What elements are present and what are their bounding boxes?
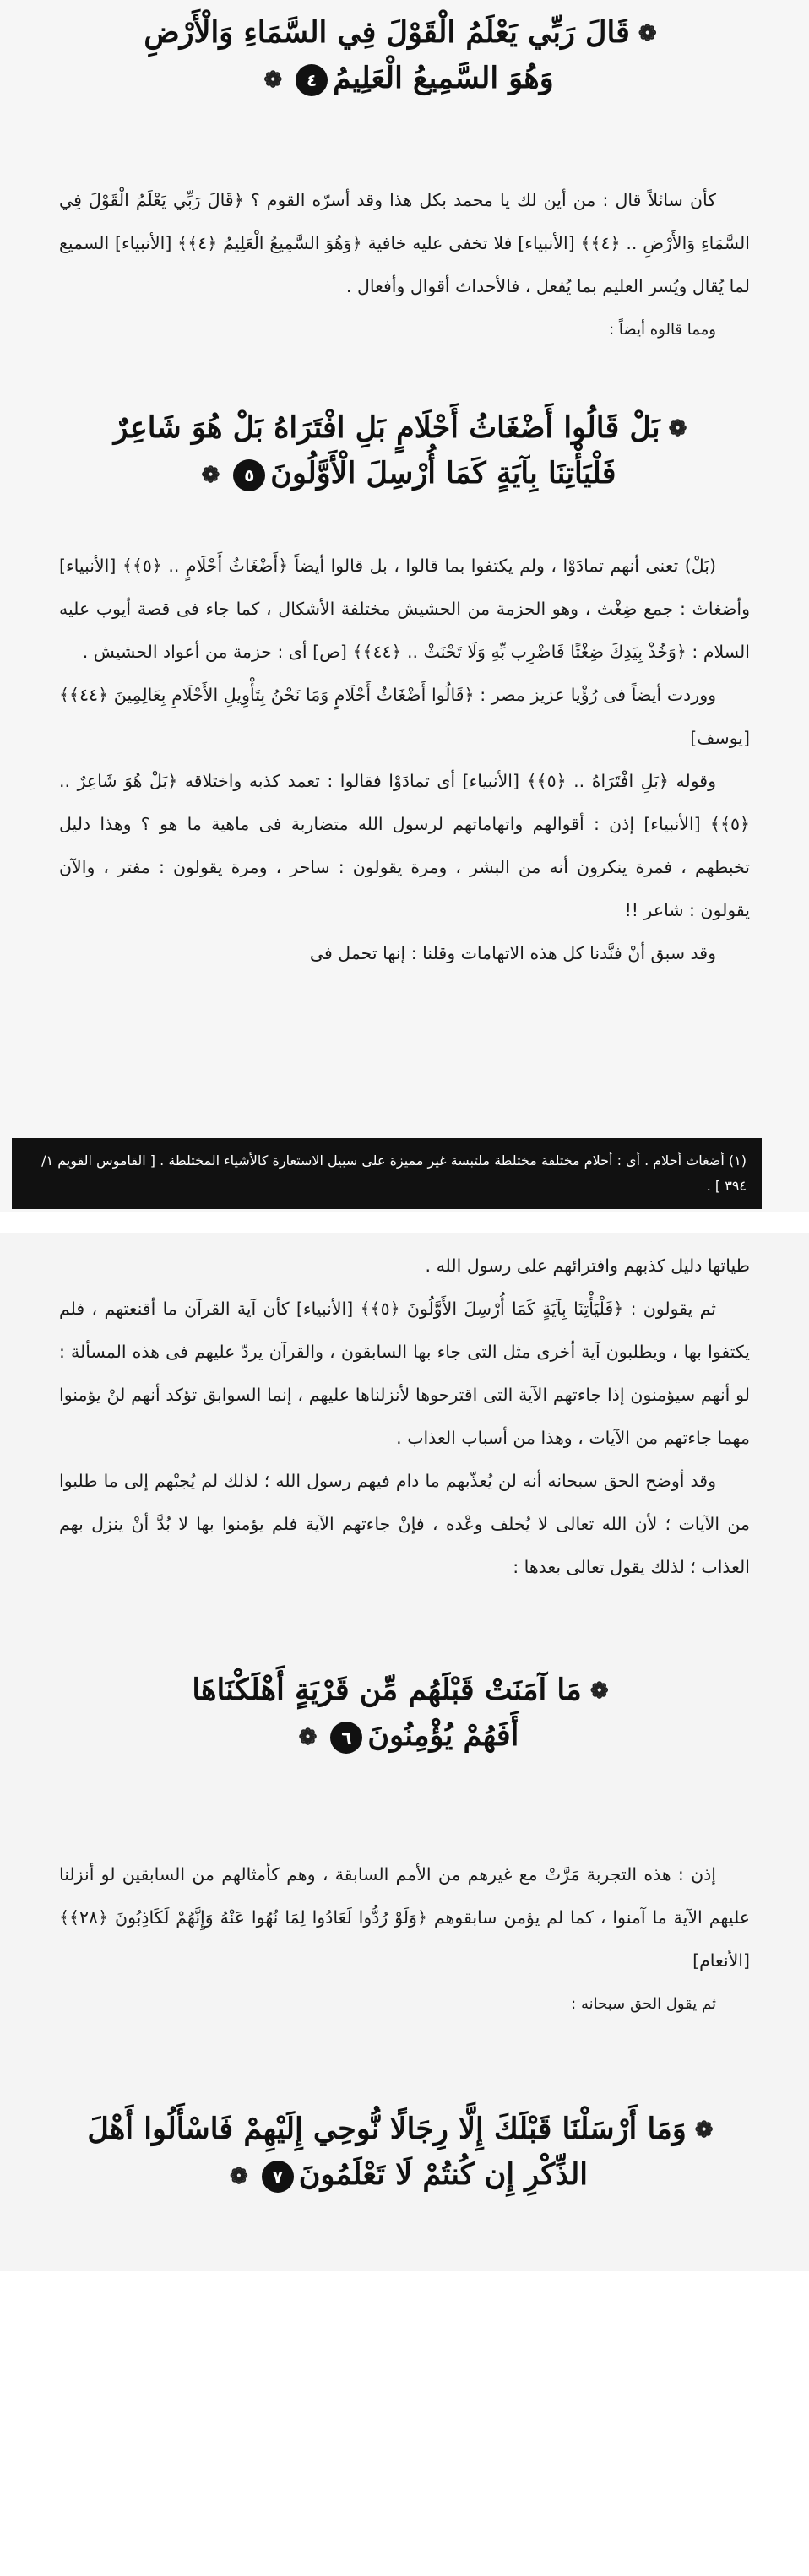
verse-line-2: فَلْيَأْتِنَا بِآيَةٍ كَمَا أُرْسِلَ الْأَوَّلُونَ <box>270 456 616 491</box>
paragraph: ومما قالوه أيضاً : <box>609 321 716 339</box>
ornament-icon: ❁ <box>230 2163 248 2189</box>
verse-number-badge: ٥ <box>233 459 265 491</box>
paragraph: ثم يقولون : ﴿فَلْيَأْتِنَا بِآيَةٍ كَمَا أُرْسِلَ الأَوَّلُونَ ﴿٥﴾﴾ [الأنبياء] كأن آية القرآن ما أقنعتهم ، فلم يكتفوا بها ، ويطلبون آية أخرى مثل التى جاء بها السابقون ، والقرآن يردّ عليهم فى هذه المسألة : لو أنهم سيؤمنون إذا جاءتهم الآية التى اقترحوها لأنزلناها عليهم ، إنما السوابق تؤكد أنهم لنْ يؤمنوا مهما جاءتهم من الآيات ، وهذا من أسباب العذاب . <box>59 1299 750 1448</box>
paragraph: (بَلْ) تعنى أنهم تمادَوْا ، ولم يكتفوا بما قالوا ، بل قالوا أيضاً ﴿أَضْغَاثُ أَحْلَامٍ .. ﴿٥﴾﴾ [الأنبياء] وأضغاث : جمع ضِغْث ، وهو الحزمة من الحشيش مختلفة الأشكال ، كما جاء فى قصة أيوب عليه السلام : ﴿وَخُذْ بِيَدِكَ ضِغْثًا فَاضْرِب بِّهِ وَلَا تَحْنَثْ .. ﴿٤٤﴾﴾ [ص] أى : حزمة من أعواد الحشيش . <box>59 556 750 662</box>
paragraph: ووردت أيضاً فى رُؤْيا عزيز مصر : ﴿قَالُوا أَضْغَاثُ أَحْلَامٍ وَمَا نَحْنُ بِتَأْوِيلِ الأَحْلَامِ بِعَالِمِينَ ﴿٤٤﴾﴾ [يوسف] <box>59 685 750 748</box>
ornament-icon: ❁ <box>638 21 657 47</box>
verse-line-1: وَمَا أَرْسَلْنَا قَبْلَكَ إِلَّا رِجَالًا نُّوحِي إِلَيْهِمْ فَاسْأَلُوا أَهْلَ <box>87 2112 687 2146</box>
ornament-icon: ❁ <box>201 462 220 488</box>
verse-banner-4 <box>110 10 699 102</box>
verse-line-2: وَهُوَ السَّمِيعُ الْعَلِيمُ <box>333 61 554 96</box>
body-text-block-4 <box>59 1853 750 2026</box>
footnote: (١) أضغاث أحلام . أى : أحلام مختلفة مختلطة ملتبسة غير مميزة على سبيل الاستعارة كالأشياء المختلطة . [ القاموس القويم ١/ ٣٩٤ ] . <box>12 1138 762 1209</box>
ornament-icon: ❁ <box>694 2118 714 2144</box>
paragraph: إذن : هذه التجربة مَرَّتْ مع غيرهم من الأمم السابقة ، وهم كأمثالهم من السابقين لو أنزلنا عليهم الآية ما آمنوا ، كما لم يؤمن سابقوهم ﴿وَلَوْ رُدُّوا لَعَادُوا لِمَا نُهُوا عَنْهُ وَإِنَّهُمْ لَكَاذِبُونَ ﴿٢٨﴾﴾ [الأنعام] <box>59 1864 750 1971</box>
ornament-icon: ❁ <box>589 1678 609 1705</box>
ornament-icon: ❁ <box>668 416 687 442</box>
book-page-1 <box>0 0 809 1212</box>
paragraph: ثم يقول الحق سبحانه : <box>571 1995 716 2013</box>
verse-line-1: قَالَ رَبِّي يَعْلَمُ الْقَوْلَ فِي السَّمَاءِ وَالْأَرْضِ <box>144 15 630 50</box>
verse-banner-5 <box>59 405 750 497</box>
paragraph: طياتها دليل كذبهم وافترائهم على رسول الله . <box>425 1255 750 1276</box>
paragraph: كأن سائلاً قال : من أين لك يا محمد بكل هذا وقد أسرّه القوم ؟ ﴿قَالَ رَبِّي يَعْلَمُ الْقَوْلَ فِي السَّمَاءِ وَالأَرْضِ .. ﴿٤﴾﴾ [الأنبياء] فلا تخفى عليه خافية ﴿وَهُوَ السَّمِيعُ الْعَلِيمُ ﴿٤﴾﴾ [الأنبياء] السميع لما يُقال ويُسر العليم بما يُفعل ، فالأحداث أقوال وأفعال . <box>59 190 750 296</box>
verse-number-badge: ٤ <box>296 64 328 96</box>
book-page-2 <box>0 1233 809 2271</box>
verse-banner-6 <box>110 1668 699 1760</box>
verse-banner-7 <box>59 2107 750 2199</box>
verse-line-2: الذِّكْرِ إِن كُنتُمْ لَا تَعْلَمُونَ <box>298 2157 588 2193</box>
paragraph: وقوله ﴿بَلِ افْتَرَاهُ .. ﴿٥﴾﴾ [الأنبياء] أى تمادَوْا فقالوا : تعمد كذبه واختلاقه ﴿بَلْ هُوَ شَاعِرٌ .. ﴿٥﴾﴾ [الأنبياء] إذن : أقوالهم واتهاماتهم لرسول الله متضاربة فى ماهية ما هو ؟ وهذا دليل تخبطهم ، فمرة ينكرون أنه من البشر ، ومرة يقولون : ساحر ، ومرة يقولون : مفتر ، والآن يقولون : شاعر !! <box>59 771 750 920</box>
ornament-icon: ❁ <box>263 67 283 93</box>
paragraph: وقد أوضح الحق سبحانه أنه لن يُعذّبهم ما دام فيهم رسول الله ؛ لذلك لم يُجبْهم إلى ما طلبوا من الآيات ؛ لأن الله تعالى لا يُخلف وعْده ، فإنْ جاءتهم الآية فلم يؤمنوا بها لا بُدَّ أنْ ينزل بهم العذاب ؛ لذلك يقول تعالى بعدها : <box>59 1471 750 1577</box>
verse-line-1: مَا آمَنَتْ قَبْلَهُم مِّن قَرْيَةٍ أَهْلَكْنَاهَا <box>192 1673 582 1707</box>
body-text-block-3 <box>59 1245 750 1589</box>
verse-number-badge: ٧ <box>262 2161 294 2193</box>
ornament-icon: ❁ <box>298 1724 318 1750</box>
verse-number-badge: ٦ <box>330 1722 362 1754</box>
paragraph: وقد سبق أنْ فنَّدنا كل هذه الاتهامات وقلنا : إنها تحمل فى <box>309 943 716 963</box>
body-text-block-1 <box>59 179 750 351</box>
body-text-block-2 <box>59 545 750 975</box>
verse-line-1: بَلْ قَالُوا أَضْغَاثُ أَحْلَامٍ بَلِ افْتَرَاهُ بَلْ هُوَ شَاعِرٌ <box>113 410 660 445</box>
verse-line-2: أَفَهُمْ يُؤْمِنُونَ <box>367 1718 519 1754</box>
